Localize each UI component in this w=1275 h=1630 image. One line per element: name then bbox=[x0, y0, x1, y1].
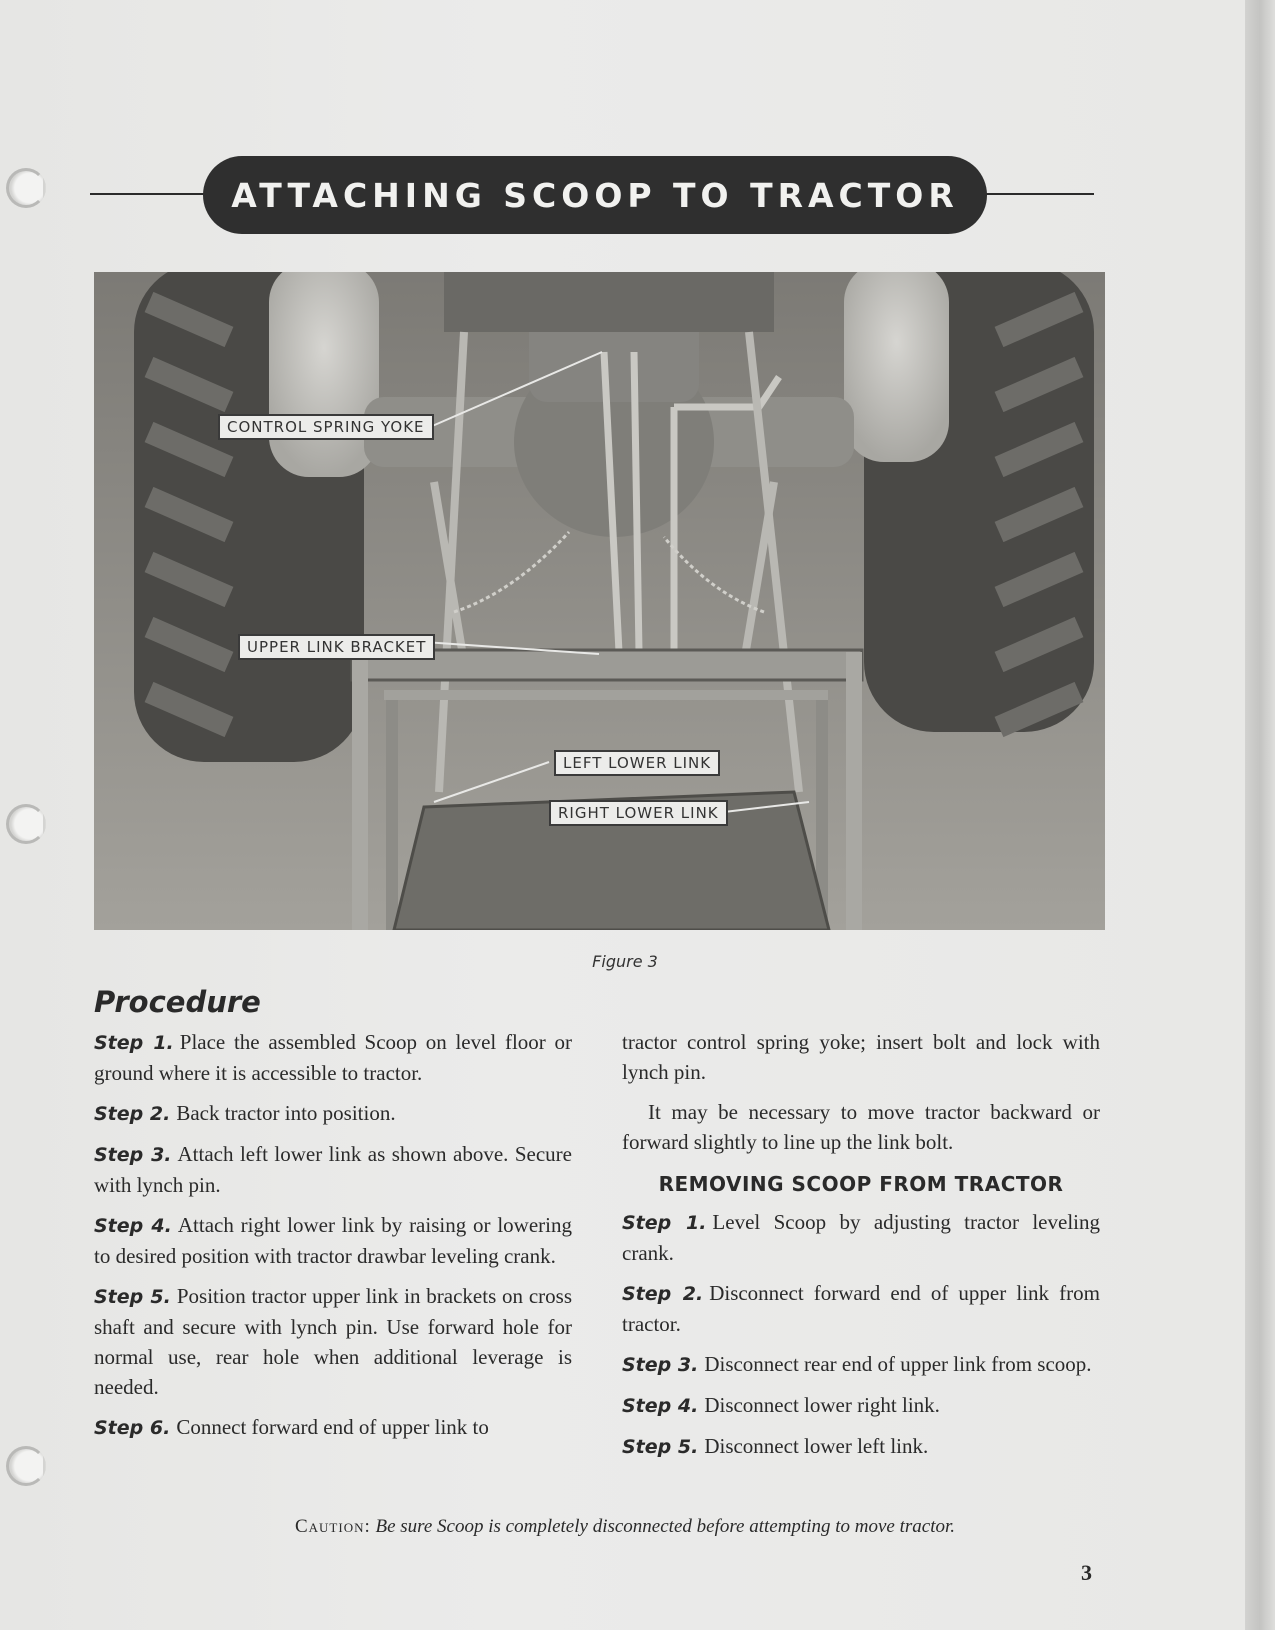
step-label: Step 2. bbox=[622, 1283, 704, 1305]
step-label: Step 1. bbox=[94, 1032, 174, 1054]
figure-photo bbox=[94, 272, 1105, 930]
step-label: Step 2. bbox=[94, 1103, 171, 1125]
procedure-step bbox=[94, 1027, 572, 1088]
caution-note bbox=[0, 1516, 1250, 1538]
callout-control-spring-yoke: CONTROL SPRING YOKE bbox=[218, 414, 434, 440]
left-column bbox=[94, 1027, 572, 1453]
step-label: Step 4. bbox=[94, 1215, 172, 1237]
punch-hole-bottom bbox=[6, 1446, 46, 1486]
left-tire bbox=[134, 272, 379, 762]
punch-hole-middle bbox=[6, 804, 46, 844]
step-text: Position tractor upper link in brackets on cross shaft and secure with lynch pin. Use forward hole for normal use, rear hole when additional leverage is needed. bbox=[94, 1284, 573, 1399]
step-label: Step 5. bbox=[622, 1436, 699, 1458]
step-text: Back tractor into position. bbox=[176, 1101, 396, 1125]
page-edge bbox=[1245, 0, 1275, 1630]
step-text: Disconnect lower left link. bbox=[704, 1434, 929, 1458]
caution-text: Be sure Scoop is completely disconnected before attempting to move tractor. bbox=[375, 1516, 956, 1537]
procedure-step bbox=[94, 1281, 572, 1402]
tractor-photo-illustration bbox=[94, 272, 1105, 930]
removing-step bbox=[622, 1207, 1100, 1268]
procedure-note: It may be necessary to move tractor backward or forward slightly to line up the link bolt. bbox=[622, 1100, 1100, 1154]
step-label: Step 6. bbox=[94, 1417, 171, 1439]
callout-upper-link-bracket: UPPER LINK BRACKET bbox=[238, 634, 435, 660]
banner-rule-left bbox=[90, 193, 208, 195]
step-text: Disconnect rear end of upper link from scoop. bbox=[704, 1352, 1092, 1376]
figure-caption: Figure 3 bbox=[592, 952, 658, 971]
page-number: 3 bbox=[1081, 1560, 1092, 1585]
removing-heading: REMOVING SCOOP FROM TRACTOR bbox=[658, 1172, 1064, 1196]
step-text: Attach left lower link as shown above. Secure with lynch pin. bbox=[94, 1142, 572, 1197]
banner-title: ATTACHING SCOOP TO TRACTOR bbox=[231, 175, 959, 215]
right-tire bbox=[844, 272, 1094, 732]
removing-step bbox=[622, 1349, 1100, 1380]
step-label: Step 1. bbox=[622, 1212, 707, 1234]
right-column bbox=[622, 1027, 1100, 1472]
step-text: Disconnect lower right link. bbox=[704, 1393, 940, 1417]
step-label: Step 4. bbox=[622, 1395, 699, 1417]
step-text: Disconnect forward end of upper link from tractor. bbox=[622, 1281, 1100, 1336]
step-label: Step 3. bbox=[94, 1144, 172, 1166]
callout-left-lower-link: LEFT LOWER LINK bbox=[554, 750, 720, 776]
section-banner bbox=[203, 156, 987, 234]
procedure-continuation: tractor control spring yoke; insert bolt and lock with lynch pin. bbox=[622, 1030, 1100, 1084]
banner-rule-right bbox=[982, 193, 1094, 195]
caution-label: Caution: bbox=[294, 1516, 371, 1537]
removing-step bbox=[622, 1278, 1100, 1339]
step-text: Level Scoop by adjusting tractor leveling crank. bbox=[622, 1210, 1100, 1265]
procedure-step bbox=[94, 1139, 572, 1200]
removing-step bbox=[622, 1431, 1100, 1462]
procedure-step bbox=[94, 1412, 572, 1443]
step-text: Connect forward end of upper link to bbox=[176, 1415, 489, 1439]
step-label: Step 3. bbox=[622, 1354, 699, 1376]
removing-step bbox=[622, 1390, 1100, 1421]
step-text: Attach right lower link by raising or lowering to desired position with tractor drawbar leveling crank. bbox=[94, 1213, 572, 1268]
procedure-step bbox=[94, 1098, 572, 1129]
punch-hole-top bbox=[6, 168, 46, 208]
procedure-step bbox=[94, 1210, 572, 1271]
callout-right-lower-link: RIGHT LOWER LINK bbox=[549, 800, 728, 826]
step-text: Place the assembled Scoop on level floor or ground where it is accessible to tractor. bbox=[94, 1030, 573, 1085]
procedure-heading: Procedure bbox=[94, 985, 261, 1019]
step-label: Step 5. bbox=[94, 1286, 171, 1308]
